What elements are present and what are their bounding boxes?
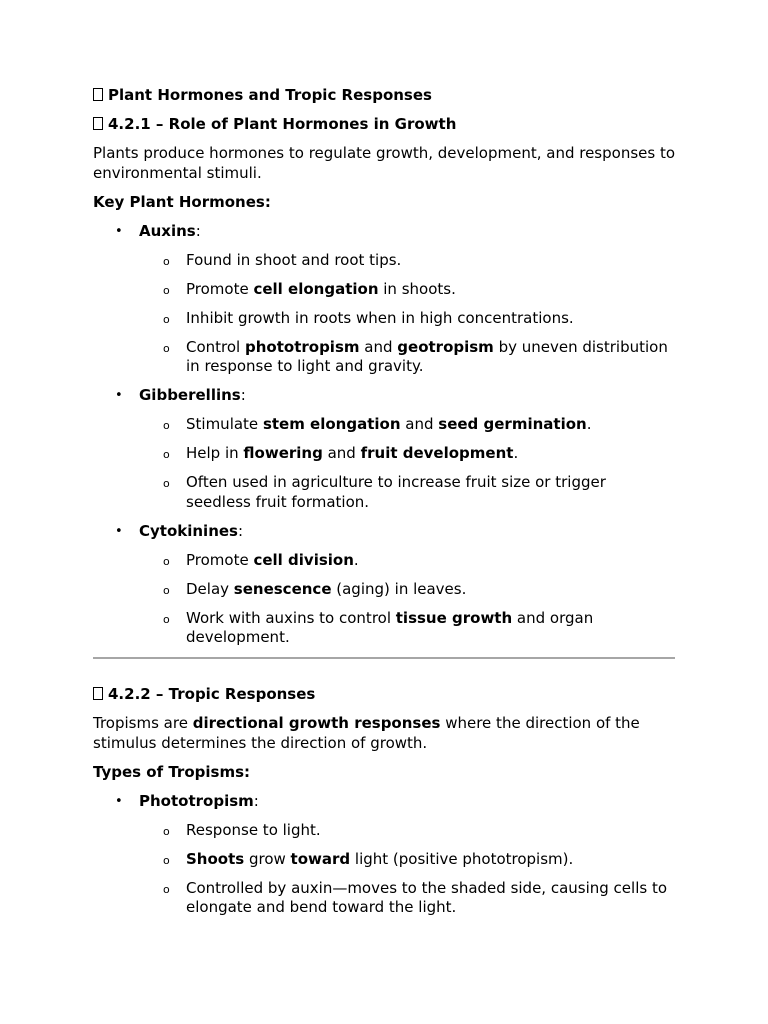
section-heading-4-2-1: 4.2.1 – Role of Plant Hormones in Growth <box>93 115 675 135</box>
list-item <box>93 251 675 271</box>
bold-term: flowering <box>243 444 323 462</box>
hormone-name: Auxins <box>139 221 196 240</box>
hormone-item <box>93 386 675 406</box>
text-run: . <box>353 550 359 569</box>
colon: : <box>195 221 201 240</box>
circle-bullet-icon: o <box>163 554 170 568</box>
tropism-intro <box>93 714 675 753</box>
key-hormones-heading: Key Plant Hormones: <box>93 192 271 211</box>
circle-bullet-icon: o <box>163 419 170 432</box>
colon: : <box>253 791 259 810</box>
text-run: where the direction of the stimulus determines the direction of growth. <box>93 714 640 752</box>
list-item <box>93 444 675 464</box>
list-item <box>93 280 675 300</box>
list-item <box>93 415 675 435</box>
list-item <box>93 580 675 600</box>
text-run: in shoots. <box>378 279 456 298</box>
missing-glyph-box-icon <box>93 687 103 700</box>
text-run: and <box>400 415 439 433</box>
hormone-name: Gibberellins <box>139 386 241 404</box>
list-item <box>93 850 675 870</box>
bold-term: cell elongation <box>253 279 379 298</box>
types-of-tropisms-heading: Types of Tropisms: <box>93 762 250 781</box>
list-item <box>93 821 675 841</box>
bold-term: seed germination <box>438 415 587 433</box>
hormone-name: Cytokinines <box>139 521 238 540</box>
bold-term: Shoots <box>186 849 245 868</box>
tropism-list <box>93 792 675 918</box>
hormone-list <box>93 222 675 648</box>
text-run: Controlled by auxin—moves to the shaded side, causing cells to elongate and bend toward the light. <box>186 878 668 916</box>
text-run: Control <box>186 337 245 356</box>
document-title: Plant Hormones and Tropic Responses <box>93 86 675 106</box>
list-item <box>93 473 675 512</box>
list-item <box>93 551 675 571</box>
hormone-item <box>93 222 675 242</box>
bold-term: directional growth responses <box>192 714 441 732</box>
text-run: Response to light. <box>186 820 321 839</box>
list-item <box>93 338 675 377</box>
bullet-icon: • <box>115 523 123 539</box>
hormone-item <box>93 522 675 542</box>
circle-bullet-icon: o <box>163 853 170 867</box>
text-run: Work with auxins to control <box>186 608 396 627</box>
text-run: grow <box>244 849 291 868</box>
text-run: Stimulate <box>186 415 263 433</box>
tropism-item <box>93 792 675 812</box>
bold-term: toward <box>290 849 351 868</box>
circle-bullet-icon: o <box>163 612 170 626</box>
bold-term: senescence <box>233 579 332 598</box>
circle-bullet-icon: o <box>163 312 170 326</box>
text-run: (aging) in leaves. <box>331 579 467 598</box>
bullet-icon: • <box>115 793 123 809</box>
circle-bullet-icon: o <box>163 254 170 268</box>
circle-bullet-icon: o <box>163 824 170 838</box>
circle-bullet-icon: o <box>163 341 170 355</box>
colon: : <box>240 386 246 404</box>
bullet-icon: • <box>115 388 123 403</box>
section-divider <box>93 657 675 659</box>
bold-term: tissue growth <box>395 608 513 627</box>
circle-bullet-icon: o <box>163 477 170 490</box>
circle-bullet-icon: o <box>163 882 170 896</box>
document-content <box>93 86 675 927</box>
text-run: . <box>513 444 519 462</box>
text-run: and <box>359 337 398 356</box>
text-run: and organ development. <box>186 608 594 646</box>
text-run: and <box>322 444 361 462</box>
text-run: Tropisms are <box>93 714 193 732</box>
text-run: . <box>586 415 592 433</box>
text-run: Promote <box>186 279 254 298</box>
circle-bullet-icon: o <box>163 448 170 461</box>
bold-term: cell division <box>253 550 354 569</box>
missing-glyph-box-icon <box>93 88 103 101</box>
bold-term: fruit development <box>360 444 514 462</box>
section-heading-4-2-2: 4.2.2 – Tropic Responses <box>93 685 675 705</box>
text-run: by uneven distribution in response to light and gravity. <box>186 337 668 375</box>
tropism-name: Phototropism <box>139 791 254 810</box>
bold-term: geotropism <box>397 337 494 356</box>
missing-glyph-box-icon <box>93 117 103 130</box>
text-run: Inhibit growth in roots when in high concentrations. <box>186 308 574 327</box>
section-intro: Plants produce hormones to regulate growth, development, and responses to environmental stimuli. <box>93 144 676 182</box>
text-run: Promote <box>186 550 254 569</box>
text-run: Delay <box>186 579 234 598</box>
text-run: light (positive phototropism). <box>350 849 574 868</box>
bold-term: phototropism <box>245 337 360 356</box>
list-item <box>93 309 675 329</box>
list-item <box>93 879 675 918</box>
text-run: Help in <box>186 444 244 462</box>
bold-term: stem elongation <box>262 415 401 433</box>
colon: : <box>237 521 244 540</box>
list-item <box>93 609 675 648</box>
text-run: Found in shoot and root tips. <box>186 250 402 269</box>
text-run: Often used in agriculture to increase fruit size or trigger seedless fruit formation. <box>186 473 606 511</box>
circle-bullet-icon: o <box>163 583 170 597</box>
circle-bullet-icon: o <box>163 283 170 297</box>
bullet-icon: • <box>115 223 123 239</box>
